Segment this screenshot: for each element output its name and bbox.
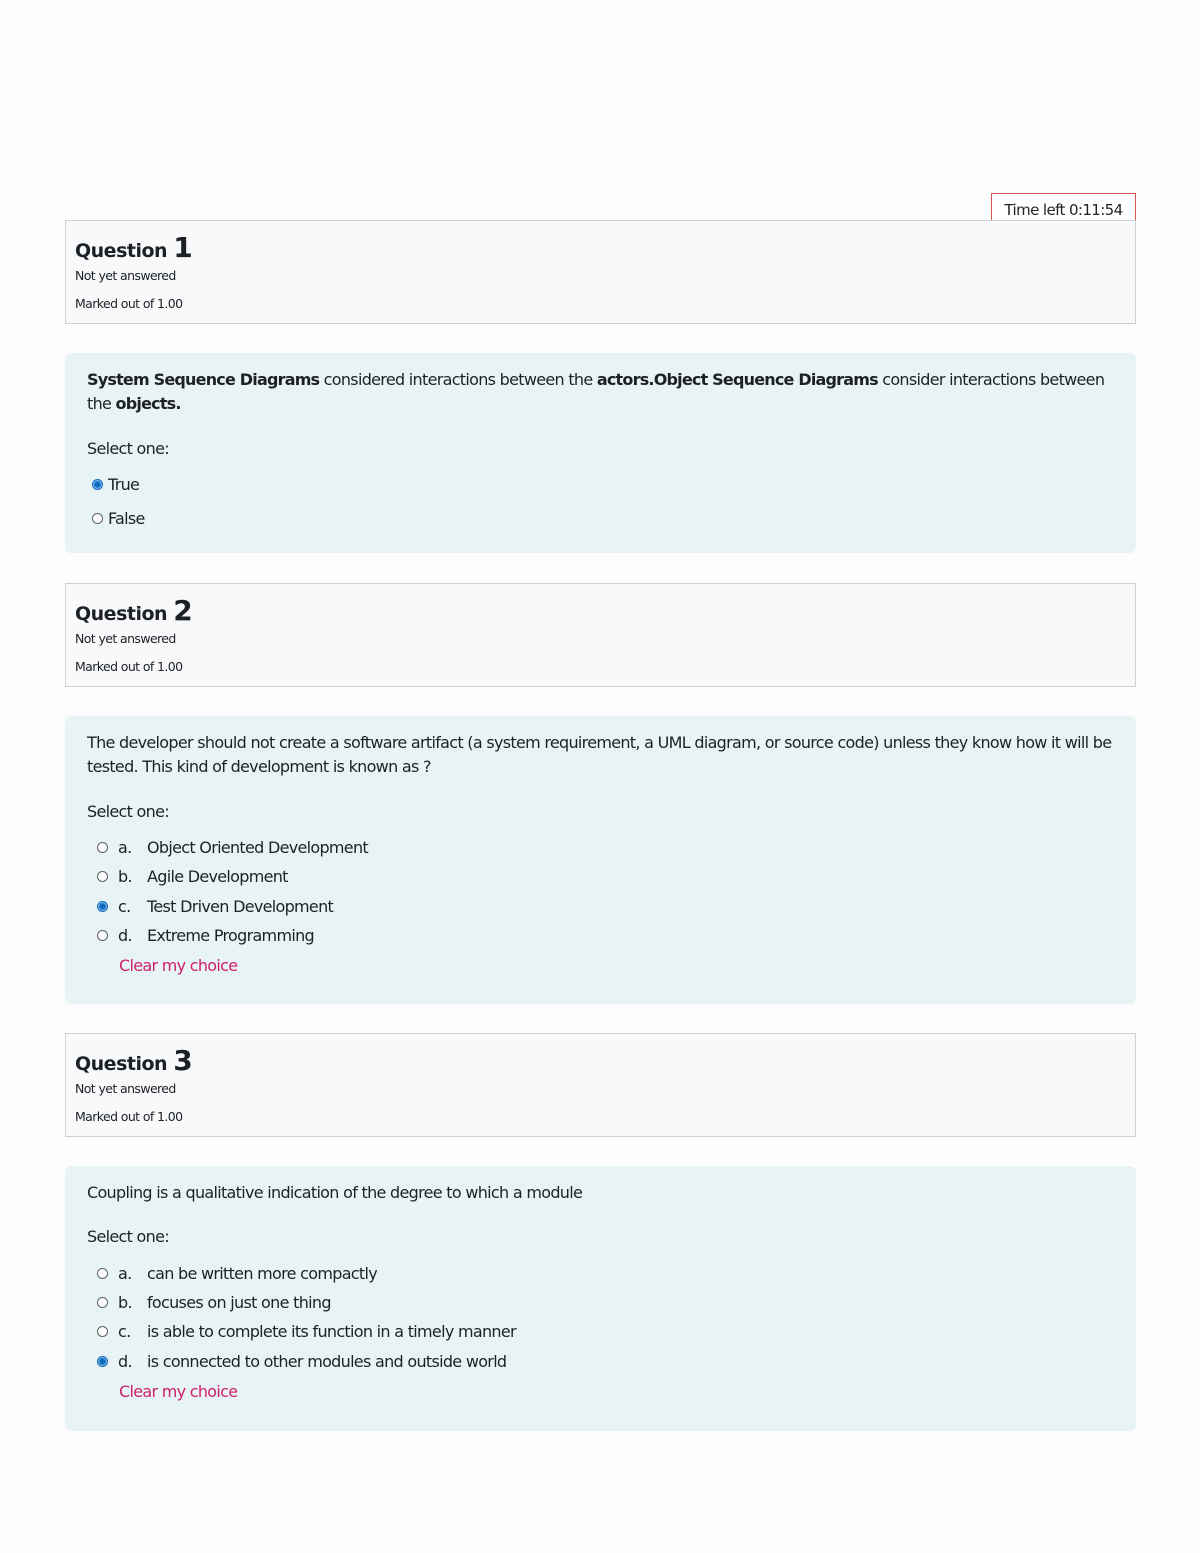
option-letter: c. bbox=[118, 896, 131, 916]
clear-my-choice-link[interactable]: Clear my choice bbox=[119, 956, 238, 975]
question-grade: Marked out of 1.00 bbox=[75, 1109, 183, 1124]
radio-button-selected[interactable] bbox=[92, 479, 103, 490]
answer-option-c[interactable] bbox=[97, 1320, 516, 1342]
question-state: Not yet answered bbox=[75, 1081, 176, 1096]
question-3-content bbox=[65, 1166, 1136, 1431]
option-letter: d. bbox=[118, 925, 132, 945]
answer-option-false[interactable] bbox=[92, 507, 145, 529]
question-3-info bbox=[65, 1033, 1136, 1137]
question-title-label: Question bbox=[75, 240, 168, 262]
answer-label: can be written more compactly bbox=[147, 1263, 377, 1283]
radio-button[interactable] bbox=[97, 1326, 108, 1337]
clear-my-choice-link[interactable]: Clear my choice bbox=[119, 1382, 238, 1401]
question-text-plain: consider interactions between the bbox=[87, 370, 1105, 413]
question-title-label: Question bbox=[75, 1053, 168, 1075]
option-letter: c. bbox=[118, 1321, 131, 1341]
radio-button[interactable] bbox=[97, 930, 108, 941]
answer-option-a[interactable] bbox=[97, 1262, 377, 1284]
question-state: Not yet answered bbox=[75, 631, 176, 646]
question-1-content bbox=[65, 353, 1136, 553]
question-number: 3 bbox=[173, 1044, 193, 1077]
answer-label: True bbox=[108, 474, 140, 494]
answer-option-a[interactable] bbox=[97, 836, 368, 858]
answer-option-c[interactable] bbox=[97, 895, 333, 917]
answer-label: is able to complete its function in a timely manner bbox=[147, 1321, 516, 1341]
question-2-title bbox=[75, 594, 193, 627]
answer-label: Test Driven Development bbox=[147, 896, 334, 916]
option-letter: a. bbox=[118, 1263, 132, 1283]
radio-button[interactable] bbox=[97, 1297, 108, 1308]
option-letter: d. bbox=[118, 1351, 132, 1371]
select-one-prompt: Select one: bbox=[87, 1227, 169, 1246]
select-one-prompt: Select one: bbox=[87, 439, 169, 458]
question-text-bold: objects. bbox=[115, 394, 181, 413]
question-text-plain: considered interactions between the bbox=[319, 370, 597, 389]
answer-option-d[interactable] bbox=[97, 1350, 506, 1372]
option-letter: b. bbox=[118, 866, 132, 886]
answer-label: focuses on just one thing bbox=[147, 1292, 331, 1312]
question-text-bold: System Sequence Diagrams bbox=[87, 370, 320, 389]
question-text: Coupling is a qualitative indication of the degree to which a module bbox=[87, 1183, 583, 1202]
question-2-content bbox=[65, 716, 1136, 1004]
question-number: 1 bbox=[173, 231, 193, 264]
answer-label: Agile Development bbox=[147, 866, 288, 886]
option-letter: a. bbox=[118, 837, 132, 857]
radio-button-selected[interactable] bbox=[97, 901, 108, 912]
question-1-title bbox=[75, 231, 193, 264]
radio-button[interactable] bbox=[97, 871, 108, 882]
answer-option-true[interactable] bbox=[92, 473, 139, 495]
answer-label: False bbox=[108, 508, 145, 528]
radio-button[interactable] bbox=[97, 1268, 108, 1279]
question-grade: Marked out of 1.00 bbox=[75, 296, 183, 311]
question-state: Not yet answered bbox=[75, 268, 176, 283]
answer-option-d[interactable] bbox=[97, 924, 314, 946]
time-left-timer: Time left 0:11:54 bbox=[991, 193, 1136, 229]
radio-button-selected[interactable] bbox=[97, 1356, 108, 1367]
answer-option-b[interactable] bbox=[97, 1291, 331, 1313]
question-title-label: Question bbox=[75, 603, 168, 625]
answer-option-b[interactable] bbox=[97, 865, 288, 887]
question-3-title bbox=[75, 1044, 193, 1077]
radio-button[interactable] bbox=[97, 842, 108, 853]
question-text-bold: actors.Object Sequence Diagrams bbox=[596, 370, 878, 389]
question-text: The developer should not create a software artifact (a system requirement, a UML diagram, or source code) unless they know how it will be tested. This kind of development is known as ? bbox=[87, 733, 1112, 776]
select-one-prompt: Select one: bbox=[87, 802, 169, 821]
question-grade: Marked out of 1.00 bbox=[75, 659, 183, 674]
question-text bbox=[87, 368, 1117, 416]
answer-label: Object Oriented Development bbox=[147, 837, 368, 857]
answer-label: is connected to other modules and outside world bbox=[147, 1351, 507, 1371]
answer-label: Extreme Programming bbox=[147, 925, 314, 945]
question-1-info bbox=[65, 220, 1136, 324]
radio-button[interactable] bbox=[92, 513, 103, 524]
question-number: 2 bbox=[173, 594, 193, 627]
question-2-info bbox=[65, 583, 1136, 687]
option-letter: b. bbox=[118, 1292, 132, 1312]
